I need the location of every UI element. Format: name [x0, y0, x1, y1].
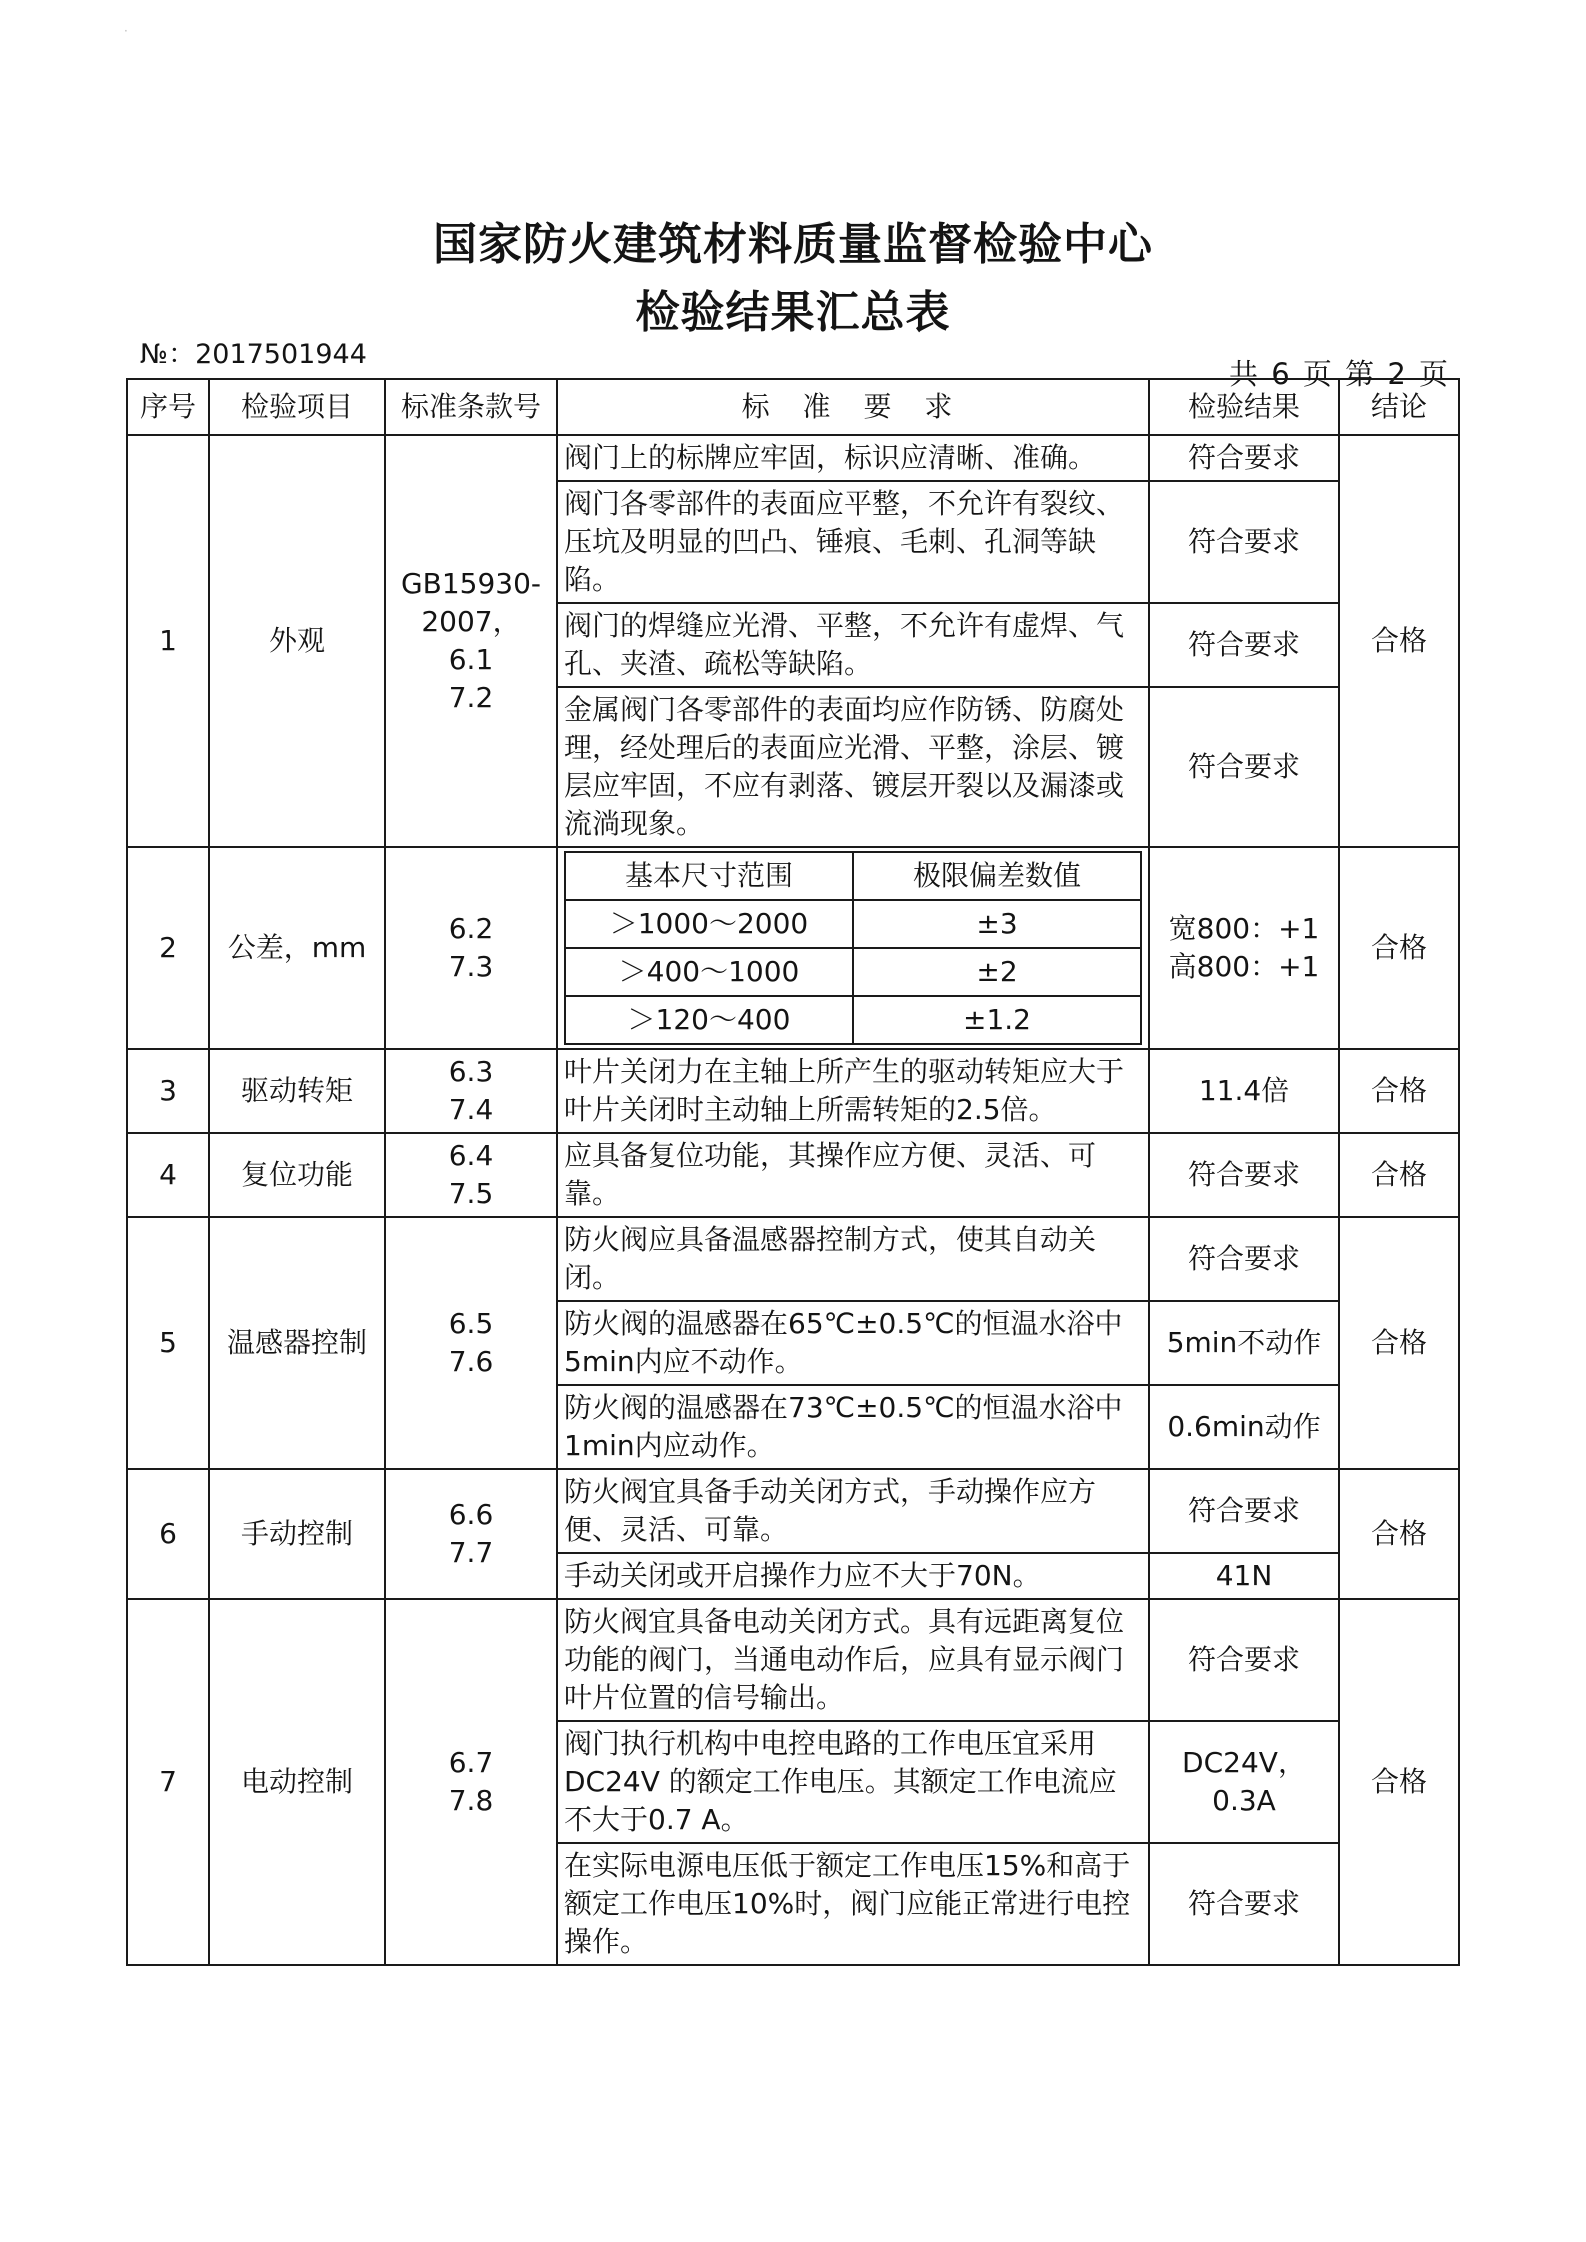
- col-header-conclusion: 结论: [1339, 379, 1459, 435]
- subtable-deviation: ±2: [853, 948, 1141, 996]
- row-clause: [385, 435, 557, 847]
- results-table: [126, 378, 1460, 1966]
- report-title: 国家防火建筑材料质量监督检验中心: [433, 219, 1153, 270]
- row-clause: [385, 847, 557, 1049]
- clause-line: 7.5: [448, 1177, 494, 1210]
- result-line: 高800：+1: [1168, 950, 1320, 983]
- table-row: [127, 1133, 1459, 1217]
- clause-line: 7.8: [448, 1784, 494, 1817]
- col-header-no: 序号: [127, 379, 209, 435]
- result-cell: 符合要求: [1149, 687, 1339, 847]
- clause-line: GB15930-: [400, 567, 542, 600]
- clause-line: 7.3: [448, 950, 494, 983]
- row-no: 3: [127, 1049, 209, 1133]
- clause-line: 7.6: [448, 1345, 494, 1378]
- requirement-cell: 防火阀宜具备电动关闭方式。具有远距离复位功能的阀门，当通电动作后，应具有显示阀门叶片位置的信号输出。: [557, 1599, 1149, 1721]
- clause-line: 6.6: [448, 1498, 494, 1531]
- clause-line: 2007，: [421, 605, 521, 638]
- table-row: [127, 1217, 1459, 1301]
- document-number-label: №：: [140, 339, 196, 370]
- scan-speck: ·: [124, 24, 128, 38]
- requirement-cell: 防火阀应具备温感器控制方式，使其自动关闭。: [557, 1217, 1149, 1301]
- clause-line: 7.2: [448, 681, 494, 714]
- conclusion-cell: 合格: [1339, 1133, 1459, 1217]
- document-number: [140, 332, 367, 371]
- requirement-cell: 防火阀宜具备手动关闭方式，手动操作应方便、灵活、可靠。: [557, 1469, 1149, 1553]
- row-clause: [385, 1217, 557, 1469]
- row-clause: [385, 1469, 557, 1599]
- requirement-cell: 金属阀门各零部件的表面均应作防锈、防腐处理，经处理后的表面应光滑、平整，涂层、镀层应牢固，不应有剥落、镀层开裂以及漏漆或流淌现象。: [557, 687, 1149, 847]
- clause-line: 7.4: [448, 1093, 494, 1126]
- row-no: 6: [127, 1469, 209, 1599]
- result-cell: 5min不动作: [1149, 1301, 1339, 1385]
- subtable-deviation: ±1.2: [853, 996, 1141, 1044]
- result-cell: 符合要求: [1149, 1133, 1339, 1217]
- row-no: 1: [127, 435, 209, 847]
- clause-line: 6.5: [448, 1307, 494, 1340]
- row-item: 驱动转矩: [209, 1049, 385, 1133]
- col-header-result: 检验结果: [1149, 379, 1339, 435]
- result-cell: DC24V，0.3A: [1149, 1721, 1339, 1843]
- row-item: 电动控制: [209, 1599, 385, 1965]
- row-clause: [385, 1049, 557, 1133]
- result-cell: 符合要求: [1149, 1217, 1339, 1301]
- requirement-cell: 阀门执行机构中电控电路的工作电压宜采用 DC24V 的额定工作电压。其额定工作电流应不大于0.7 A。: [557, 1721, 1149, 1843]
- row-item: 外观: [209, 435, 385, 847]
- report-subtitle: 检验结果汇总表: [635, 287, 951, 338]
- table-row: [127, 435, 1459, 481]
- requirement-cell: 手动关闭或开启操作力应不大于70N。: [557, 1553, 1149, 1599]
- tolerance-subtable-cell: [557, 847, 1149, 1049]
- row-clause: [385, 1133, 557, 1217]
- subtable-range: ＞120～400: [565, 996, 853, 1044]
- subtable-row: [565, 996, 1141, 1044]
- table-row: [127, 1599, 1459, 1721]
- conclusion-cell: 合格: [1339, 1049, 1459, 1133]
- row-item: 温感器控制: [209, 1217, 385, 1469]
- conclusion-cell: 合格: [1339, 1469, 1459, 1599]
- result-cell: 符合要求: [1149, 603, 1339, 687]
- row-no: 7: [127, 1599, 209, 1965]
- header-row: [127, 379, 1459, 435]
- result-cell: 符合要求: [1149, 1469, 1339, 1553]
- result-cell: 符合要求: [1149, 435, 1339, 481]
- result-cell: 41N: [1149, 1553, 1339, 1599]
- page-indicator: 共 6 页 第 2 页: [1229, 357, 1450, 391]
- row-no: 2: [127, 847, 209, 1049]
- requirement-cell: 阀门上的标牌应牢固，标识应清晰、准确。: [557, 435, 1149, 481]
- clause-line: 6.4: [448, 1139, 494, 1172]
- row-item: 复位功能: [209, 1133, 385, 1217]
- clause-line: 6.3: [448, 1055, 494, 1088]
- row-item: 公差，mm: [209, 847, 385, 1049]
- subtable-range: ＞1000～2000: [565, 900, 853, 948]
- clause-line: 6.2: [448, 912, 494, 945]
- result-cell: [1149, 847, 1339, 1049]
- conclusion-cell: 合格: [1339, 435, 1459, 847]
- result-cell: 符合要求: [1149, 1599, 1339, 1721]
- document-number-value: 2017501944: [195, 339, 367, 370]
- requirement-cell: 在实际电源电压低于额定工作电压15%和高于额定工作电压10%时，阀门应能正常进行电控操作。: [557, 1843, 1149, 1965]
- result-cell: 11.4倍: [1149, 1049, 1339, 1133]
- col-header-requirement: 标 准 要 求: [557, 379, 1149, 435]
- result-cell: 符合要求: [1149, 1843, 1339, 1965]
- requirement-cell: 阀门的焊缝应光滑、平整，不允许有虚焊、气孔、夹渣、疏松等缺陷。: [557, 603, 1149, 687]
- clause-line: 7.7: [448, 1536, 494, 1569]
- requirement-cell: 应具备复位功能，其操作应方便、灵活、可靠。: [557, 1133, 1149, 1217]
- conclusion-cell: 合格: [1339, 847, 1459, 1049]
- requirement-cell: 阀门各零部件的表面应平整，不允许有裂纹、压坑及明显的凹凸、锤痕、毛刺、孔洞等缺陷。: [557, 481, 1149, 603]
- table-row: [127, 1049, 1459, 1133]
- requirement-cell: 叶片关闭力在主轴上所产生的驱动转矩应大于叶片关闭时主动轴上所需转矩的2.5倍。: [557, 1049, 1149, 1133]
- row-clause: [385, 1599, 557, 1965]
- result-cell: 0.6min动作: [1149, 1385, 1339, 1469]
- subtable-range: ＞400～1000: [565, 948, 853, 996]
- conclusion-cell: 合格: [1339, 1217, 1459, 1469]
- subtable-row: [565, 948, 1141, 996]
- subtable-header-row: [565, 852, 1141, 900]
- col-header-clause: 标准条款号: [385, 379, 557, 435]
- requirement-cell: 防火阀的温感器在73℃±0.5℃的恒温水浴中1min内应动作。: [557, 1385, 1149, 1469]
- subtable-row: [565, 900, 1141, 948]
- conclusion-cell: 合格: [1339, 1599, 1459, 1965]
- clause-line: 6.7: [448, 1746, 494, 1779]
- result-line: 宽800：+1: [1168, 912, 1320, 945]
- subtable-header-deviation: 极限偏差数值: [853, 852, 1141, 900]
- col-header-item: 检验项目: [209, 379, 385, 435]
- row-no: 4: [127, 1133, 209, 1217]
- result-cell: 符合要求: [1149, 481, 1339, 603]
- table-row: [127, 1469, 1459, 1553]
- table-row: [127, 847, 1459, 1049]
- row-no: 5: [127, 1217, 209, 1469]
- clause-line: 6.1: [448, 643, 494, 676]
- tolerance-subtable: [564, 851, 1142, 1045]
- row-item: 手动控制: [209, 1469, 385, 1599]
- subtable-header-range: 基本尺寸范围: [565, 852, 853, 900]
- requirement-cell: 防火阀的温感器在65℃±0.5℃的恒温水浴中5min内应不动作。: [557, 1301, 1149, 1385]
- subtable-deviation: ±3: [853, 900, 1141, 948]
